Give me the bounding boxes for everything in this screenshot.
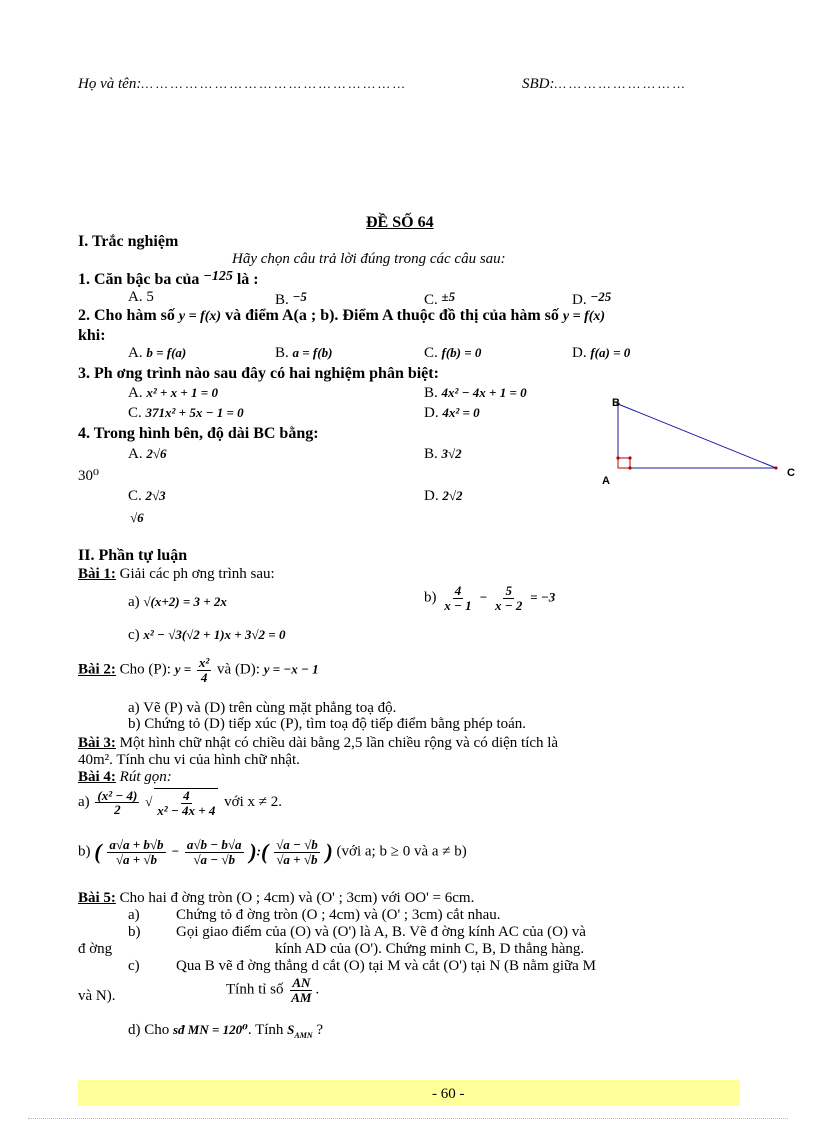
bai4-a: a) $\frac{\text{(x² − 4)}}{2}$ √ $\frac{4}{\text{x² − 4x + 4}}$ với x ≠ 2. (78, 787, 283, 818)
name-label: Họ và tên: (78, 76, 142, 92)
triangle-figure (596, 390, 806, 490)
q1-option-b: B. −5 (275, 289, 307, 308)
q4-option-a: A. 2√6 (128, 446, 167, 462)
side-bc (618, 404, 776, 468)
bai2-a: a) Vẽ (P) và (D) trên cùng mặt phẳng toạ độ. (128, 700, 397, 716)
q3-option-b: B. 4x² − 4x + 1 = 0 (424, 385, 527, 401)
q1-value: −125 (203, 269, 233, 284)
footer-bar (78, 1080, 740, 1106)
sbd-field (522, 76, 685, 93)
q4-stem: 4. Trong hình bên, độ dài BC bằng: (78, 425, 319, 442)
q1-option-c: C. ±5 (424, 289, 456, 308)
bai5-c1: Qua B vẽ đ ờng thẳng d cắt (O) tại M và cắt (O') tại N (B nằm giữa M (176, 958, 596, 974)
q1-option-d: D. −25 (572, 289, 612, 308)
bai3-line1: Bài 3: Một hình chữ nhật có chiều dài bằng 2,5 lần chiều rộng và có diện tích là (78, 735, 559, 751)
bai5-b2b: kính AD của (O'). Chứng minh C, B, D thẳng hàng. (275, 941, 585, 957)
bai5-c-label: c) (128, 958, 140, 974)
bai1-b: b) $\frac{4}{x - 1}$ − $\frac{5}{x - 2}$ = −3 (424, 583, 556, 613)
q4-option-d: D. 2√2 (424, 488, 463, 504)
page-title: ĐỀ SỐ 64 (366, 214, 434, 231)
q2-option-c: C. f(b) = 0 (424, 345, 482, 361)
part2-heading: II. Phần tự luận (78, 547, 188, 564)
part1-heading: I. Trắc nghiệm (78, 233, 179, 250)
q4-option-b: B. 3√2 (424, 446, 462, 462)
bai4-b: b) ( $\frac{a√a + b√b}{√a + √b}$ − $\frac{a√b - b√a}{√a - √b}$ ):( $\frac{√a - √b}{√a + √b}$ ) (với a; b ≥ 0 và a ≠ b) (78, 837, 467, 867)
bai1-b-frac2: $\frac{5}{x - 2}$ (495, 583, 523, 613)
bai4-a-frac: $\frac{\text{(x² − 4)}}{2}$ (97, 787, 138, 818)
bai4-intro: Bài 4: Rút gọn: (78, 769, 172, 785)
bai1-c: c) x² − √3(√2 + 1)x + 3√2 = 0 (128, 627, 286, 643)
bai5-d: d) Cho sđ MN = 120⁰. Tính $S_{AMN}$ ? (128, 1022, 324, 1040)
bai4-a-root: $\frac{4}{\text{x² − 4x + 4}}$ (154, 788, 218, 817)
q4-option-c: C. 2√3 (128, 488, 166, 504)
q1-stem: 1. Căn bậc ba của −125 là : (78, 269, 259, 288)
q2-option-a: A. b = f(a) (128, 345, 187, 361)
sbd-dots: … … … … … … … … … (554, 76, 685, 91)
q2-stem: 2. Cho hàm số y = f(x) và điểm A(a ; b). Điểm A thuộc đồ thị của hàm số y = f(x) (78, 307, 606, 324)
q2-tail: khi: (78, 327, 106, 344)
bai5-b1: Gọi giao điểm của (O) và (O') là A, B. Vẽ đ ờng kính AC của (O) và (176, 924, 586, 940)
bai5-a-label: a) (128, 907, 140, 923)
q1-option-a: A. 5 (128, 289, 154, 305)
bai5-intro: Bài 5: Cho hai đ ờng tròn (O ; 4cm) và (O' ; 3cm) với OO' = 6cm. (78, 890, 475, 906)
name-field (78, 76, 405, 93)
q3-option-c: C. 371x² + 5x − 1 = 0 (128, 405, 244, 421)
part1-instruction: Hãy chọn câu trả lời đúng trong các câu sau: (232, 251, 506, 267)
name-dots: … … … … … … … … … … … … … … … … … … (141, 76, 405, 91)
bottom-divider (28, 1118, 788, 1119)
q4-angle: 30⁰ (78, 468, 100, 484)
sbd-label: SBD: (522, 76, 555, 92)
bai2-b: b) Chứng tỏ (D) tiếp xúc (P), tìm toạ độ tiếp điểm bằng phép toán. (128, 716, 527, 732)
bai5-c3: Tính tỉ số $\frac{AN}{AM}$ . (226, 975, 320, 1005)
bai5-a: Chứng tỏ đ ờng tròn (O ; 4cm) và (O' ; 3cm) cắt nhau. (176, 907, 501, 923)
bai5-b-label: b) (128, 924, 141, 940)
bai1-a: a) √(x+2) = 3 + 2x (128, 594, 227, 610)
label-c: C (787, 467, 795, 479)
q4-extra: √6 (130, 510, 144, 525)
label-a: A (602, 475, 610, 487)
bai2-intro: Bài 2: Cho (P): y = $\frac{\text{x²}}{4}$ và (D): y = −x − 1 (78, 655, 319, 685)
bai2-p-frac: $\frac{\text{x²}}{4}$ (198, 655, 210, 685)
q2-option-d: D. f(a) = 0 (572, 345, 631, 361)
q2-option-b: B. a = f(b) (275, 345, 333, 361)
q3-option-a: A. x² + x + 1 = 0 (128, 385, 218, 401)
bai1-intro: Bài 1: Giải các ph ơng trình sau: (78, 566, 275, 582)
bai5-b2a: đ ờng (78, 941, 113, 957)
q3-option-d: D. 4x² = 0 (424, 405, 480, 421)
q3-stem: 3. Ph ơng trình nào sau đây có hai nghiệm phân biệt: (78, 365, 439, 382)
label-b: B (612, 397, 620, 409)
bai1-b-frac1: $\frac{4}{x - 1}$ (444, 583, 472, 613)
right-angle-mark (618, 458, 630, 468)
bai5-c2: và N). (78, 988, 116, 1004)
page-number: - 60 - (432, 1086, 465, 1102)
bai3-line2: 40m². Tính chu vi của hình chữ nhật. (78, 752, 300, 768)
